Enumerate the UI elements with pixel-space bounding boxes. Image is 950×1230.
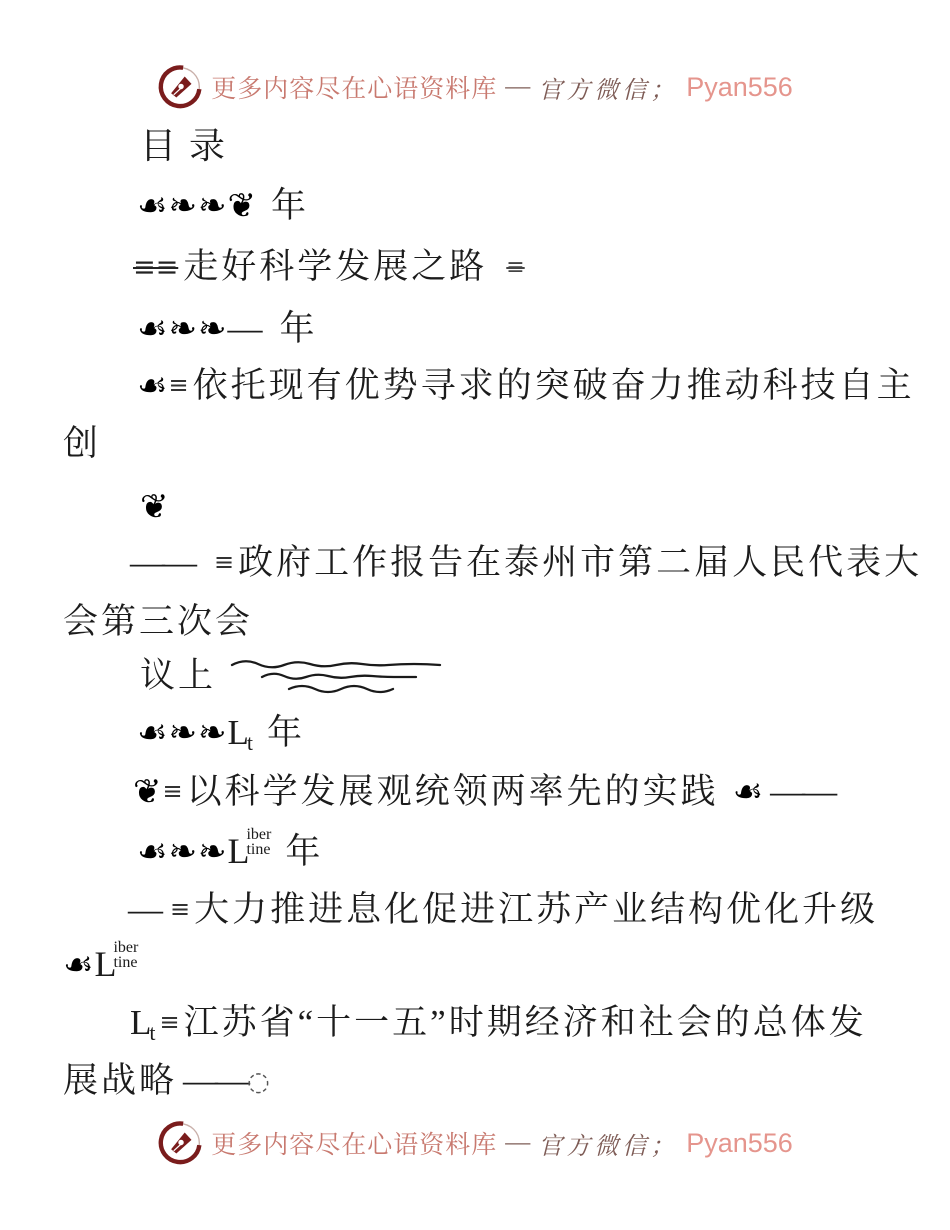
em-dash: ——	[183, 1061, 248, 1100]
watermark-dash: —	[505, 1129, 531, 1156]
libertine-ligature: L iber tine	[227, 826, 272, 871]
toc-line-10	[137, 826, 324, 872]
lt-ligature: Lt	[227, 713, 253, 755]
fleuron-ornament: ☙	[137, 366, 169, 406]
line-text: 年	[285, 832, 324, 871]
line-text: 年	[270, 186, 309, 225]
em-dash: ——	[130, 543, 194, 582]
line-text: 依托现有优势寻求的突破奋力推动科技自主	[192, 366, 915, 405]
watermark-brand-text: 更多内容尽在心语资料库	[211, 1132, 498, 1159]
pen-nib-logo-icon	[157, 1118, 203, 1168]
toc-line-2	[128, 247, 530, 287]
em-dash: —	[128, 890, 160, 929]
toc-line-13	[130, 1003, 867, 1045]
watermark-wechat-id: Pyan556	[686, 71, 793, 102]
line-text: 创	[63, 424, 102, 463]
triple-bar-mark: ≡	[159, 1008, 180, 1036]
line-text: 大力推进息化促进江苏产业结构优化升级	[194, 890, 879, 929]
triple-bar-mark: ≡	[168, 371, 189, 399]
struck-mark: ≡	[506, 255, 525, 280]
watermark-wechat-id: Pyan556	[686, 1127, 793, 1158]
toc-line-12	[63, 939, 139, 985]
fleuron-ornaments: ☙❧❧❦	[137, 186, 257, 226]
toc-heading: 目 录	[140, 126, 228, 166]
line-text: 政府工作报告在泰州市第二届人民代表大	[238, 543, 923, 582]
watermark-brand-text: 更多内容尽在心语资料库	[211, 76, 498, 103]
toc-line-1	[137, 186, 309, 226]
line-text: 展战略	[63, 1061, 178, 1100]
toc-line-3	[137, 309, 317, 349]
toc-line-4-wrap	[63, 424, 101, 464]
fleuron-ornaments: ☙❧❧	[137, 309, 228, 349]
toc-line-6	[130, 543, 922, 583]
line-text: 江苏省“十一五”时期经济和社会的总体发	[183, 1003, 867, 1042]
fleuron-ornament: ❦	[140, 487, 170, 527]
toc-line-5	[140, 487, 170, 527]
watermark-dash: —	[505, 73, 531, 100]
wavy-underline-decoration	[230, 657, 446, 697]
fleuron-ornaments: ☙❧❧	[137, 832, 228, 872]
toc-line-6-wrap	[63, 602, 253, 642]
line-text: 年	[279, 309, 318, 348]
fleuron-ornaments: ☙❧❧	[137, 713, 228, 753]
toc-line-9	[133, 772, 834, 812]
libertine-ligature: L iber tine	[94, 939, 139, 984]
triple-bar-mark: ≡	[170, 895, 191, 923]
line-text: 议上	[140, 656, 217, 695]
line-text: 走好科学发展之路	[183, 247, 488, 286]
toc-line-13-wrap	[63, 1061, 270, 1101]
triple-bar-mark: ≡	[214, 548, 235, 576]
line-text: 会第三次会	[63, 602, 254, 641]
toc-line-11	[128, 890, 878, 930]
triple-bar-mark: ≡	[162, 777, 183, 805]
pen-nib-logo-icon	[157, 62, 203, 112]
struck-mark: ≡≡	[133, 252, 179, 283]
fleuron-ornament: ☙	[63, 945, 95, 985]
watermark-wechat-label: 官方微信；	[538, 77, 679, 104]
toc-line-7	[140, 656, 446, 697]
watermark-wechat-label: 官方微信；	[538, 1133, 679, 1160]
line-text: 年	[266, 713, 305, 752]
toc-line-8	[137, 713, 305, 755]
fleuron-ornament: ☙	[732, 772, 765, 812]
em-dash: —	[227, 309, 260, 348]
footer-watermark	[0, 1118, 950, 1168]
toc-line-4	[137, 366, 915, 406]
header-watermark	[0, 62, 950, 112]
line-text: 以科学发展观统领两率先的实践	[186, 772, 719, 811]
lt-ligature: Lt	[130, 1003, 156, 1045]
fleuron-ornament: ❦	[133, 772, 163, 812]
em-dash: ——	[770, 772, 835, 811]
dotted-circle-mark: ◌	[247, 1067, 270, 1097]
